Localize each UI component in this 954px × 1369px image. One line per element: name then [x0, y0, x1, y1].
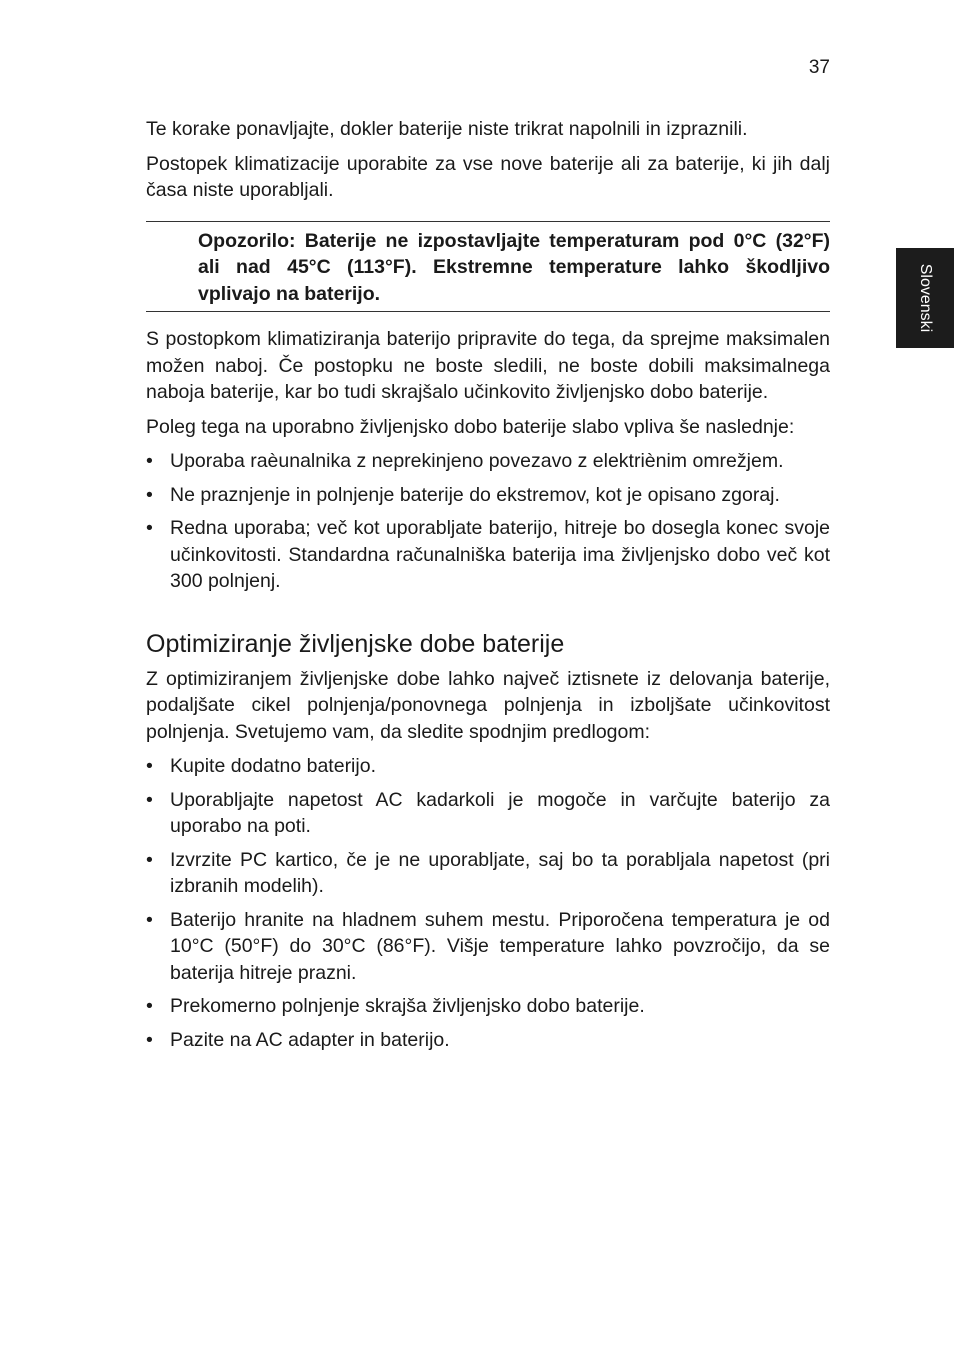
list-item [146, 993, 830, 1020]
body-paragraph-1: S postopkom klimatiziranja baterijo pripravite do tega, da sprejme maksimalen možen naboj. Če postopku ne boste sledili, ne boste dobili maksimalnega naboja baterije, kar bo tudi skrajšalo učinkovito življenjsko dobo baterije. [146, 328, 830, 403]
list-item [146, 515, 830, 595]
bullet-icon: • [146, 908, 153, 931]
factors-list [146, 448, 830, 595]
warning-text: Opozorilo: Baterije ne izpostavljajte temperaturam pod 0°C (32°F) ali nad 45°C (113°F). Ekstremne temperature lahko škodljivo vplivajo na baterijo. [198, 229, 830, 305]
tips-list [146, 753, 830, 1053]
language-side-tab-label: Slovenski [917, 263, 934, 333]
list-item-text: Pazite na AC adapter in baterijo. [170, 1028, 450, 1051]
list-item [146, 753, 830, 780]
section-intro: Z optimiziranjem življenjske dobe lahko največ iztisnete iz delovanja baterije, podaljšate cikel polnjenja/ponovnega polnjenja in izboljšate učinkovitost polnjenja. Svetujemo vam, da sledite spodnjim predlogom: [146, 667, 830, 743]
list-item [146, 907, 830, 987]
bullet-icon: • [146, 450, 153, 472]
list-item [146, 482, 830, 509]
bullet-icon: • [146, 995, 153, 1017]
bullet-icon: • [146, 517, 153, 539]
list-item [146, 448, 830, 475]
warning-box [146, 221, 830, 313]
list-item-text: Izvrzite PC kartico, če je ne uporabljate, saj bo ta porabljala napetost (pri izbranih modelih). [170, 848, 830, 897]
page-content [146, 116, 830, 1060]
list-item-text: Uporabljajte napetost AC kadarkoli je mogoče in varčujte baterijo za uporabo na poti. [170, 788, 830, 837]
language-side-tab [896, 248, 954, 348]
list-item [146, 787, 830, 840]
list-item-text: Prekomerno polnjenje skrajša življenjsko dobo baterije. [170, 995, 645, 1017]
list-item-text: Kupite dodatno baterijo. [170, 755, 376, 777]
body-paragraph-2: Poleg tega na uporabno življenjsko dobo baterije slabo vpliva še naslednje: [146, 415, 795, 438]
list-item [146, 847, 830, 900]
intro-paragraph-2: Postopek klimatizacije uporabite za vse nove baterije ali za baterije, ki jih dalj časa niste uporabljali. [146, 152, 830, 201]
list-item-text: Baterijo hranite na hladnem suhem mestu. Priporočena temperatura je od 10°C (50°F) do 30°C (86°F). Višje temperature lahko povzročijo, da se baterija hitreje prazni. [170, 908, 830, 984]
bullet-icon: • [146, 483, 153, 506]
bullet-icon: • [146, 755, 153, 777]
bullet-icon: • [146, 788, 153, 811]
bullet-icon: • [146, 848, 153, 871]
list-item [146, 1027, 830, 1054]
list-item-text: Uporaba raèunalnika z neprekinjeno povezavo z elektriènim omrežjem. [170, 450, 784, 472]
list-item-text: Ne praznjenje in polnjenje baterije do ekstremov, kot je opisano zgoraj. [170, 483, 780, 506]
intro-paragraph-1: Te korake ponavljajte, dokler baterije niste trikrat napolnili in izpraznili. [146, 118, 748, 140]
page-number: 37 [808, 57, 830, 78]
section-heading: Optimiziranje življenjske dobe baterije [146, 629, 565, 658]
list-item-text: Redna uporaba; več kot uporabljate baterijo, hitreje bo dosegla konec svoje učinkovitosti. Standardna računalniška baterija ima življenjsko dobo več kot 300 polnjenj. [170, 517, 830, 592]
bullet-icon: • [146, 1028, 153, 1051]
